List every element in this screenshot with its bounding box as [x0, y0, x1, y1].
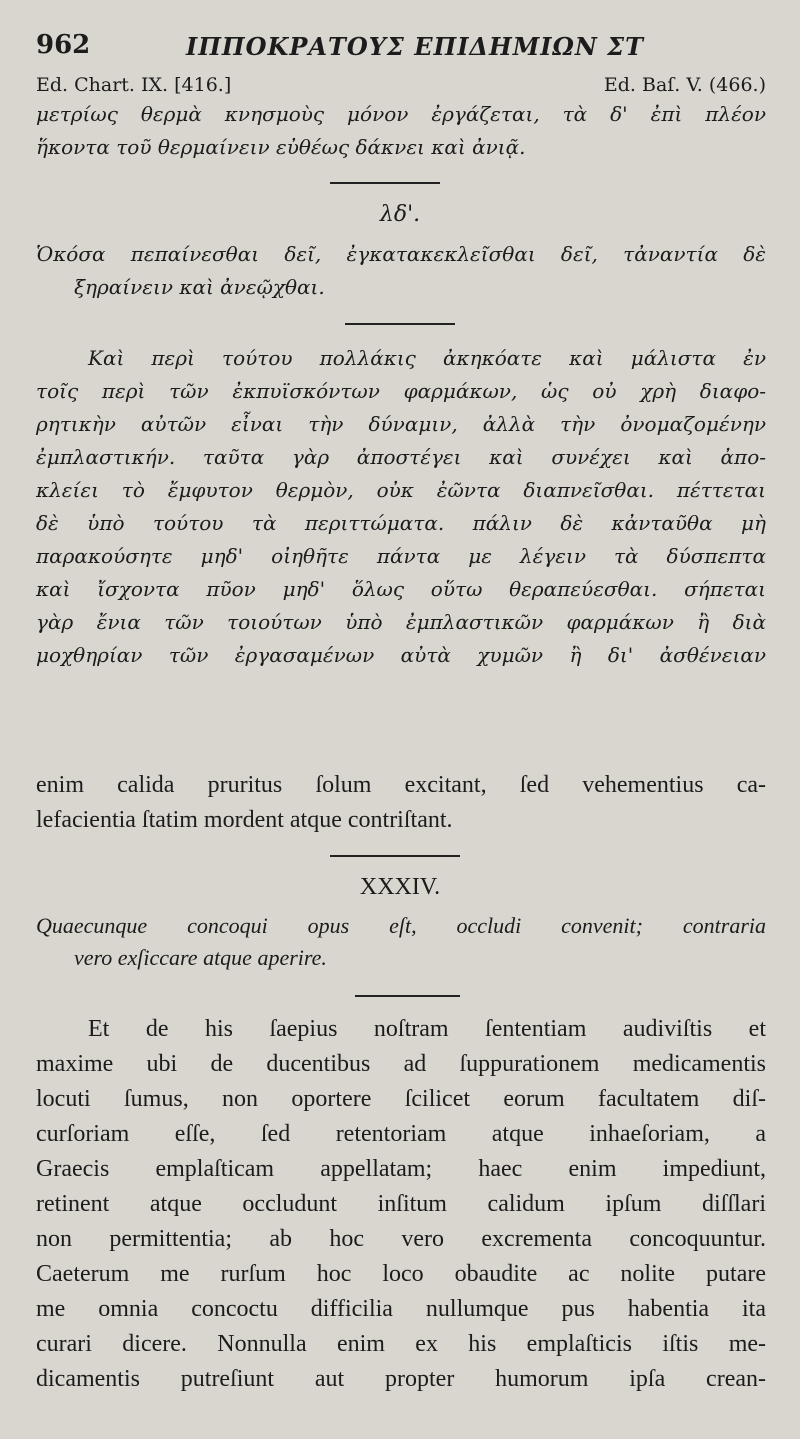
greek-commentary-line: παρακούσητε μηδ' οἰηθῆτε πάντα με λέγειν τὰ δύσπεπτα [36, 544, 766, 568]
latin-aphorism-line: vero exſiccare atque aperire. [74, 945, 327, 970]
greek-commentary [36, 342, 766, 672]
latin-commentary [36, 1012, 766, 1397]
section-rule [345, 323, 455, 325]
latin-commentary-line: curſoriam eſſe, ſed retentoriam atque inhaeſoriam, a [36, 1121, 766, 1147]
latin-commentary-line: curari dicere. Nonnulla enim ex his emplaſticis iſtis me- [36, 1331, 766, 1357]
greek-commentary-line: δὲ ὑπὸ τούτου τὰ περιττώματα. πάλιν δὲ κἀνταῦθα μὴ [36, 511, 766, 535]
greek-intro-line: μετρίως θερμὰ κνησμοὺς μόνον ἐργάζεται, τὰ δ' ἐπὶ πλέον [36, 102, 766, 126]
greek-commentary-line: ἐμπλαστικήν. ταῦτα γὰρ ἀποστέγει καὶ συνέχει καὶ ἀπο- [36, 445, 766, 469]
edition-chart: Ed. Chart. IX. [416.] [36, 74, 232, 96]
latin-commentary-line: Et de his ſaepius noſtram ſententiam audiviſtis et [88, 1016, 766, 1042]
section-rule [330, 855, 460, 857]
greek-aphorism-line: ξηραίνειν καὶ ἀνεῷχθαι. [74, 275, 325, 299]
latin-commentary-line: dicamentis putreſiunt aut propter humorum ipſa crean- [36, 1366, 766, 1392]
greek-commentary-line: ρητικὴν αὐτῶν εἶναι τὴν δύναμιν, ἀλλὰ τὴν ὀνομαζομένην [36, 412, 766, 436]
greek-intro-line: ἥκοντα τοῦ θερμαίνειν εὐθέως δάκνει καὶ ἀνιᾷ. [36, 135, 526, 159]
greek-aphorism [36, 238, 766, 304]
running-title: ΙΠΠΟΚΡΑΤΟΥΣ ΕΠΙΔΗΜΙΩΝ ΣΤ [186, 32, 645, 61]
greek-commentary-line: καὶ ἴσχοντα πῦον μηδ' ὅλως οὕτω θεραπεύεσθαι. σήπεται [36, 577, 766, 601]
latin-commentary-line: maxime ubi de ducentibus ad ſuppurationem medicamentis [36, 1051, 766, 1077]
latin-commentary-line: non permittentia; ab hoc vero excrementa concoquuntur. [36, 1226, 766, 1252]
latin-intro [36, 768, 766, 838]
latin-commentary-line: Caeterum me rurſum hoc loco obaudite ac nolite putare [36, 1261, 766, 1287]
latin-intro-line: lefacientia ſtatim mordent atque contriſtant. [36, 807, 453, 833]
greek-commentary-line: Καὶ περὶ τούτου πολλάκις ἀκηκόατε καὶ μάλιστα ἐν [88, 346, 766, 370]
greek-commentary-line: κλείει τὸ ἔμφυτον θερμὸν, οὐκ ἐῶντα διαπνεῖσθαι. πέττεται [36, 478, 766, 502]
greek-commentary-line: τοῖς περὶ τῶν ἐκπυϊσκόντων φαρμάκων, ὡς οὐ χρὴ διαφο- [36, 379, 766, 403]
latin-commentary-line: me omnia concoctu difficilia nullumque pus habentia ita [36, 1296, 766, 1322]
latin-aphorism-line: Quaecunque concoqui opus eſt, occludi convenit; contraria [36, 913, 766, 938]
greek-aphorism-line: Ὁκόσα πεπαίνεσθαι δεῖ, ἐγκατακεκλεῖσθαι δεῖ, τἀναντία δὲ [36, 242, 766, 266]
page-header [36, 30, 766, 70]
latin-section-number: XXXIV. [359, 874, 441, 900]
greek-commentary-line: γὰρ ἔνια τῶν τοιούτων ὑπὸ ἐμπλαστικῶν φαρμάκων ἢ διὰ [36, 610, 766, 634]
greek-section-number: λδ'. [379, 202, 421, 227]
latin-commentary-line: locuti ſumus, non oportere ſcilicet eorum facultatem diſ- [36, 1086, 766, 1112]
greek-commentary-line: μοχθηρίαν τῶν ἐργασαμένων αὐτὰ χυμῶν ἢ δι' ἀσθένειαν [36, 643, 766, 667]
latin-commentary-line: Graecis emplaſticam appellatam; haec enim impediunt, [36, 1156, 766, 1182]
section-rule [355, 995, 460, 997]
greek-intro [36, 98, 766, 164]
latin-intro-line: enim calida pruritus ſolum excitant, ſed vehementius ca- [36, 772, 766, 798]
page-number: 962 [36, 30, 91, 60]
latin-commentary-line: retinent atque occludunt inſitum calidum ipſum diſſlari [36, 1191, 766, 1217]
latin-aphorism [36, 910, 766, 974]
edition-basel: Ed. Baſ. V. (466.) [603, 74, 766, 96]
section-rule [330, 182, 440, 184]
